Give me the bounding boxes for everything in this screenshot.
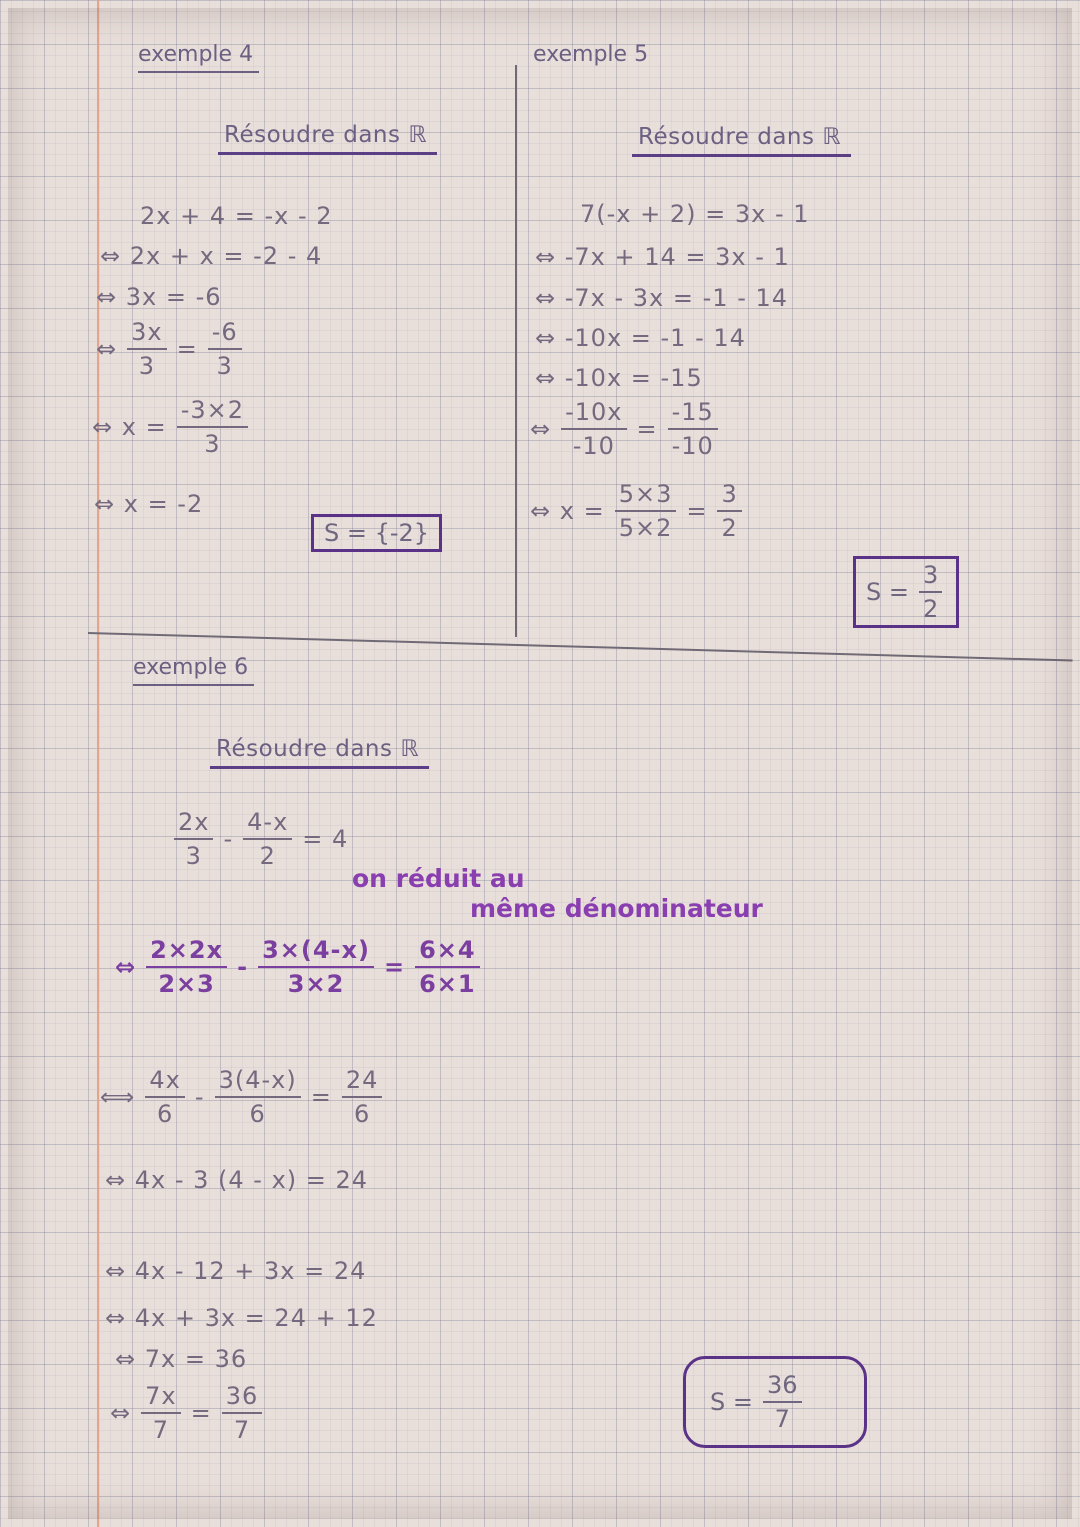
fraction: [415, 936, 480, 998]
fraction: [615, 480, 677, 542]
numerator: 2x: [174, 808, 213, 840]
fraction: [177, 396, 248, 458]
denominator: 6: [157, 1100, 174, 1128]
fraction: [561, 398, 626, 460]
equation-line: [96, 283, 222, 311]
equation-line: [535, 243, 790, 271]
equation-line: [530, 480, 746, 542]
numerator: 7x: [141, 1382, 180, 1414]
denominator: 2×3: [158, 970, 215, 998]
numerator: 4x: [145, 1066, 184, 1098]
fraction: [717, 480, 741, 542]
denominator: 3: [216, 352, 233, 380]
equation-text: ⇔ 4x - 3 (4 - x) = 24: [105, 1166, 369, 1194]
page-shadow: [8, 8, 1072, 1519]
denominator: 2: [721, 514, 738, 542]
equation-text: ⇔ x = -2: [94, 490, 204, 518]
denominator: 7: [152, 1416, 169, 1444]
annotation-note: on réduit au: [352, 864, 525, 893]
equation-line: [92, 396, 252, 458]
denominator: 5×2: [618, 514, 673, 542]
equation-text: ⇔ x =: [530, 497, 605, 525]
equation-line: [105, 1257, 366, 1285]
notebook-margin-line: [97, 0, 99, 1527]
equation-line: [110, 1382, 266, 1444]
denominator: 7: [774, 1405, 790, 1433]
denominator: 6: [353, 1100, 371, 1128]
equation-text: =: [383, 953, 406, 981]
numerator: -6: [208, 318, 242, 350]
fraction: [141, 1382, 180, 1444]
fraction: [174, 808, 213, 870]
equation-text: ⇔: [530, 415, 552, 443]
fraction: [215, 1066, 301, 1128]
fraction: [668, 398, 718, 460]
equation-text: =: [636, 415, 658, 443]
equation-line: [94, 490, 203, 518]
numerator: 6×4: [415, 936, 480, 968]
fraction: [763, 1371, 802, 1433]
denominator: -10: [671, 432, 714, 460]
solution-box-example-4: [311, 514, 442, 552]
equation-line: [535, 324, 746, 352]
equation-text: ⇔ -7x + 14 = 3x - 1: [535, 243, 790, 271]
equation-text: =: [190, 1399, 212, 1427]
denominator: -10: [572, 432, 615, 460]
example-4-label: exemple 4: [138, 42, 259, 73]
equation-text: ⇔ 4x + 3x = 24 + 12: [105, 1304, 378, 1332]
equation-line: [535, 284, 788, 312]
equation-text: 7(-x + 2) = 3x - 1: [580, 200, 810, 228]
equation-text: 2x + 4 = -x - 2: [140, 202, 333, 230]
solution-box-example-6: [683, 1356, 867, 1448]
numerator: -3×2: [177, 396, 248, 428]
fraction: [258, 936, 374, 998]
equation-text: -: [194, 1083, 205, 1111]
denominator: 3×2: [287, 970, 345, 998]
equation-line: [580, 200, 810, 228]
equation-text: = 4: [302, 825, 349, 853]
numerator: 3: [919, 561, 942, 593]
equation-text: =: [310, 1083, 332, 1111]
equation-text: ⇔ -7x - 3x = -1 - 14: [535, 284, 789, 312]
vertical-divider: [515, 65, 517, 637]
equation-line: [140, 202, 333, 230]
denominator: 6: [249, 1100, 266, 1128]
equation-line: [100, 1066, 386, 1128]
equation-line: [105, 1304, 378, 1332]
numerator: 24: [342, 1066, 383, 1098]
denominator: 2: [922, 595, 939, 623]
denominator: 3: [204, 430, 221, 458]
example-4-title: Résoudre dans ℝ: [218, 122, 437, 155]
equation-text: =: [176, 335, 198, 363]
solution-box-example-5: [853, 556, 959, 628]
example-5-title: Résoudre dans ℝ: [632, 124, 851, 157]
fraction: [243, 808, 292, 870]
equation-line: [105, 1166, 368, 1194]
equation-line: [170, 808, 348, 870]
denominator: 2: [259, 842, 276, 870]
equation-line: [535, 364, 703, 392]
numerator: -10x: [561, 398, 626, 430]
example-6-label: exemple 6: [133, 655, 254, 686]
denominator: 7: [233, 1416, 251, 1444]
equation-line: [530, 398, 722, 460]
equation-text: ⇔: [96, 335, 118, 363]
equation-text: ⇔ 4x - 12 + 3x = 24: [105, 1257, 367, 1285]
example-6-title: Résoudre dans ℝ: [210, 736, 429, 769]
denominator: 3: [138, 352, 155, 380]
numerator: 36: [222, 1382, 263, 1414]
equation-text: -: [223, 825, 234, 853]
equation-text: ⟺: [100, 1083, 136, 1111]
fraction: [919, 561, 942, 623]
denominator: 3: [185, 842, 202, 870]
fraction: [145, 1066, 184, 1128]
fraction: [127, 318, 166, 380]
fraction: [208, 318, 242, 380]
numerator: 36: [763, 1371, 802, 1403]
equation-text: S =: [866, 578, 909, 606]
equation-text: ⇔ x =: [92, 413, 167, 441]
equation-text: ⇔: [115, 953, 137, 981]
numerator: 2×2x: [146, 936, 227, 968]
numerator: 4-x: [243, 808, 292, 840]
example-5-label: exemple 5: [533, 42, 649, 67]
equation-text: ⇔ 2x + x = -2 - 4: [100, 242, 323, 270]
equation-text: ⇔ -10x = -15: [535, 364, 703, 392]
numerator: -15: [668, 398, 718, 430]
numerator: 3×(4-x): [258, 936, 374, 968]
fraction: [146, 936, 227, 998]
numerator: 5×3: [615, 480, 677, 512]
equation-text: ⇔ 3x = -6: [96, 283, 222, 311]
annotation-note: même dénominateur: [470, 894, 763, 923]
equation-text: =: [686, 497, 708, 525]
numerator: 3x: [127, 318, 166, 350]
equation-text: ⇔ 7x = 36: [115, 1345, 248, 1373]
equation-line: [115, 936, 484, 998]
numerator: 3(4-x): [215, 1066, 301, 1098]
fraction: [342, 1066, 383, 1128]
equation-line: [100, 242, 322, 270]
equation-text: S = {-2}: [324, 519, 430, 547]
equation-text: S =: [710, 1388, 753, 1416]
equation-line: [115, 1345, 247, 1373]
equation-text: -: [237, 953, 249, 981]
fraction: [222, 1382, 263, 1444]
equation-line: [96, 318, 246, 380]
denominator: 6×1: [419, 970, 476, 998]
numerator: 3: [717, 480, 741, 512]
equation-text: ⇔ -10x = -1 - 14: [535, 324, 746, 352]
equation-text: ⇔: [110, 1399, 132, 1427]
